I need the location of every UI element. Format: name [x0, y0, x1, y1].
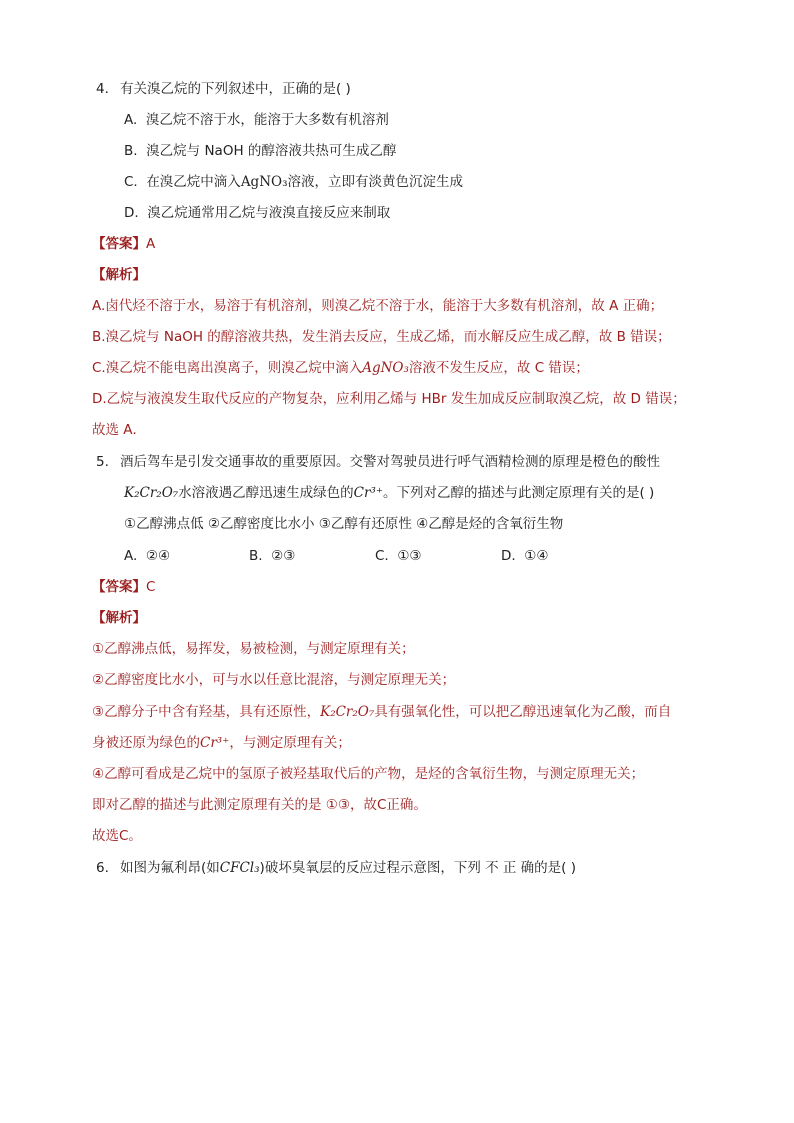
- q4-analysis-d: D.乙烷与液溴发生取代反应的产物复杂，应利用乙烯与 HBr 发生加成反应制取溴乙烷，故 D 错误；: [92, 391, 686, 407]
- q5-option-a: A. ②④: [124, 548, 171, 564]
- q4-option-b: B. 溴乙烷与 NaOH 的醇溶液共热可生成乙醇: [124, 143, 397, 159]
- q5-analysis-5: ④乙醇可看成是乙烷中的氢原子被羟基取代后的产物，是烃的含氧衍生物，与测定原理无关；: [92, 766, 645, 782]
- q4-conclusion: 故选 A．: [92, 422, 147, 438]
- q6-stem: 6. 如图为氟利昂(如CFCl₃)破坏臭氧层的反应过程示意图，下列 不 正 确的是( ): [96, 860, 577, 876]
- q4-option-a: A. 溴乙烷不溶于水，能溶于大多数有机溶剂: [124, 112, 389, 128]
- q5-statements: ①乙醇沸点低 ②乙醇密度比水小 ③乙醇有还原性 ④乙醇是烃的含氧衍生物: [124, 516, 564, 532]
- q4-option-d: D. 溴乙烷通常用乙烷与液溴直接反应来制取: [124, 205, 391, 221]
- q5-analysis-2: ②乙醇密度比水小，可与水以任意比混溶，与测定原理无关；: [92, 672, 456, 688]
- q4-answer: 【答案】A: [92, 236, 156, 252]
- q5-conclusion: 故选C。: [92, 828, 142, 844]
- q5-answer: 【答案】C: [92, 579, 156, 595]
- q5-option-d: D. ①④: [501, 548, 549, 564]
- q5-option-c: C. ①③: [375, 548, 422, 564]
- q5-analysis-4: 身被还原为绿色的Cr³⁺，与测定原理有关；: [92, 735, 351, 751]
- q4-analysis-a: A.卤代烃不溶于水，易溶于有机溶剂，则溴乙烷不溶于水，能溶于大多数有机溶剂，故 A 正确；: [92, 298, 664, 314]
- q4-analysis-c: C.溴乙烷不能电离出溴离子，则溴乙烷中滴入AgNO₃溶液不发生反应，故 C 错误；: [92, 360, 589, 376]
- q5-option-b: B. ②③: [249, 548, 296, 564]
- q5-stem-line1: 5. 酒后驾车是引发交通事故的重要原因。交警对驾驶员进行呼气酒精检测的原理是橙色的酸性: [96, 454, 660, 470]
- q4-analysis-tag: 【解析】: [92, 267, 146, 283]
- q4-option-c: C. 在溴乙烷中滴入AgNO₃溶液，立即有淡黄色沉淀生成: [124, 174, 463, 190]
- q5-analysis-3: ③乙醇分子中含有羟基，具有还原性，K₂Cr₂O₇具有强氧化性，可以把乙醇迅速氧化为乙酸，而自: [92, 704, 672, 720]
- q5-stem-line2: K₂Cr₂O₇水溶液遇乙醇迅速生成绿色的Cr³⁺。下列对乙醇的描述与此测定原理有关的是( ): [124, 485, 655, 501]
- q4-stem: 4. 有关溴乙烷的下列叙述中，正确的是( ): [96, 81, 351, 97]
- q5-analysis-1: ①乙醇沸点低，易挥发，易被检测，与测定原理有关；: [92, 641, 415, 657]
- q5-analysis-tag: 【解析】: [92, 610, 146, 626]
- q4-analysis-b: B.溴乙烷与 NaOH 的醇溶液共热，发生消去反应，生成乙烯，而水解反应生成乙醇，故 B 错误；: [92, 329, 671, 345]
- q5-analysis-6: 即对乙醇的描述与此测定原理有关的是 ①③，故C正确。: [92, 797, 427, 813]
